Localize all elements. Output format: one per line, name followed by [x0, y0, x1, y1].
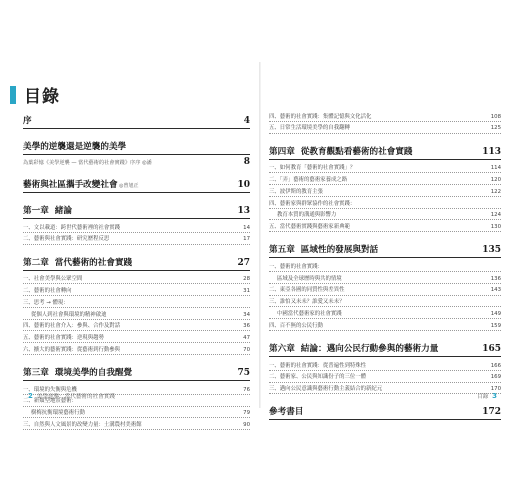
toc-entry-page: 108 — [490, 113, 501, 120]
toc-entry-page: 166 — [490, 362, 501, 369]
chapter-heading — [269, 405, 501, 420]
chapter-page: 172 — [482, 407, 501, 418]
toc-entry-title: 四、藝術的社會介入：參與、合作及對話 — [23, 323, 121, 330]
chapter-page: 27 — [237, 257, 250, 268]
toc-entry-page: 47 — [243, 335, 250, 342]
title-accent-bar — [10, 86, 16, 104]
left-footer — [26, 392, 115, 400]
toc-right — [269, 110, 501, 422]
chapter-page: 13 — [237, 206, 250, 216]
chapter-title: 序 — [23, 116, 32, 126]
toc-entry — [23, 308, 250, 320]
toc-entry-page: 159 — [490, 322, 501, 329]
right-footer — [477, 392, 499, 400]
toc-entry — [269, 359, 501, 371]
chapter-author-note: ◎曾旭正 — [117, 183, 139, 189]
toc-entry-title: 一、環境的失衡與危機 — [23, 386, 77, 393]
toc-entry-title: 區域及全球歷時與共的情境 — [277, 275, 342, 282]
toc-entry — [269, 197, 501, 209]
left-page-number: 2 — [28, 392, 33, 400]
toc-entry-title: 五、藝術的社會實踐：逆現與趨勢 — [23, 335, 104, 342]
toc-entry-title: 教育本質的溝通與影響力 — [277, 212, 337, 219]
toc-entry — [23, 284, 250, 296]
toc-entry-page: 34 — [243, 311, 250, 318]
toc-entry — [269, 260, 501, 272]
chapter-number: 第四章 — [269, 146, 295, 157]
toc-left — [23, 114, 250, 430]
toc-entry-page: 169 — [490, 374, 501, 381]
toc-entry-page: 130 — [490, 224, 501, 231]
toc-entry-title: 一、藝術的社會實踐： — [269, 263, 323, 270]
chapter-heading — [23, 256, 250, 271]
toc-entry — [23, 320, 250, 332]
toc-entry-page: 76 — [243, 386, 250, 393]
right-page-number: 3 — [492, 392, 497, 400]
toc-entry-title: 三、邁向公民意識與藝術行動主義結合的新紀元 — [269, 386, 383, 393]
chapter-page: 165 — [482, 343, 501, 354]
toc-title: 目錄 — [24, 87, 60, 107]
preface-note-page: 8 — [243, 157, 250, 167]
toc-entry-title: 四、藝術家與群眾協作的社會實踐： — [269, 200, 356, 207]
chapter-title: 參考書目 — [269, 407, 304, 418]
chapter-page: 4 — [243, 116, 250, 126]
toc-entry — [23, 233, 250, 245]
toc-entry — [269, 307, 501, 319]
toc-entry-title: 二、「弄」藝術的藝術家養成之路 — [269, 176, 348, 183]
toc-entry-title: 五、日常生活環境美學的自我翻轉 — [269, 125, 350, 132]
toc-entry-page: 90 — [243, 421, 250, 428]
chapter-title: 當代藝術的社會實踐 — [54, 257, 133, 268]
toc-entry — [269, 185, 501, 197]
toc-entry-page: 28 — [243, 276, 250, 283]
chapter-page: 75 — [237, 368, 250, 379]
chapter-title: 美學的逆襲還是逆襲的美學 — [23, 142, 127, 152]
toc-entry — [269, 272, 501, 284]
toc-entry-page: 17 — [243, 236, 250, 243]
chapter-heading — [23, 114, 250, 129]
chapter-number: 第五章 — [269, 245, 295, 256]
chapter-number: 第一章 — [23, 206, 49, 216]
toc-entry-page: 136 — [490, 275, 501, 282]
chapter-heading — [23, 204, 250, 219]
toc-entry-title: 三、自然與人文風景的改變力量：土溝農村美術館 — [23, 421, 142, 428]
chapter-heading — [23, 366, 250, 381]
toc-entry-title: 二、藝術家、公民與知識份子的三位一體 — [269, 374, 367, 381]
left-running-title: 美學逆襲：當代藝術的社會實踐 — [36, 394, 115, 400]
left-page — [10, 62, 260, 428]
preface-note — [23, 157, 250, 167]
toc-entry-title: 樹梅抗衡環境藝術行動 — [31, 410, 85, 417]
right-running-title: 目錄 — [477, 394, 489, 400]
toc-entry-page: 124 — [490, 212, 501, 219]
chapter-title: 從教育觀點看藝術的社會實踐 — [300, 146, 413, 157]
toc-entry — [269, 284, 501, 296]
chapter-heading — [269, 145, 501, 160]
toc-entry — [23, 273, 250, 285]
toc-entry-page: 170 — [490, 386, 501, 393]
toc-entry — [23, 296, 250, 308]
toc-entry — [269, 110, 501, 122]
chapter-heading — [269, 342, 501, 357]
toc-entry — [23, 221, 250, 233]
toc-entry-title: 三、誰怕又未未？誰愛又未未？ — [269, 299, 345, 306]
chapter-page: 113 — [482, 146, 501, 157]
chapter-title: 環境美學的自我醒覺 — [54, 368, 133, 379]
chapter-page: 135 — [482, 245, 501, 256]
toc-entry-title: 四、藝術的社會實踐：集體記憶與文化活化 — [269, 113, 372, 120]
toc-entry-page: 125 — [490, 125, 501, 132]
toc-entry — [269, 296, 501, 308]
chapter-heading — [269, 243, 501, 258]
chapter-number: 第三章 — [23, 368, 49, 379]
toc-entry-title: 從個人到社會與環境的精神啟迪 — [31, 311, 107, 318]
toc-entry — [23, 331, 250, 343]
chapter-page: 10 — [237, 180, 250, 190]
preface-note-text: 為葉彩憶《美學逆襲 — 當代藝術的社會實踐》序序 ◎潘 — [23, 160, 152, 166]
toc-entry-page: 36 — [243, 323, 250, 330]
toc-entry — [269, 220, 501, 232]
toc-entry-title: 六、擴大的藝術實踐：從藝術到行動參與 — [23, 346, 121, 353]
toc-entry-page: 70 — [243, 346, 250, 353]
chapter-title: 緒論 — [54, 206, 72, 216]
toc-entry-title: 三、思考 → 體現： — [23, 299, 69, 306]
chapter-title: 藝術與社區攜手改變社會 ◎曾旭正 — [23, 180, 139, 190]
toc-entry-page: 143 — [490, 287, 501, 294]
toc-entry — [269, 122, 501, 134]
toc-entry-page: 120 — [490, 176, 501, 183]
toc-entry-title: 三、波伊斯的教育主張 — [269, 188, 323, 195]
toc-entry — [269, 383, 501, 395]
toc-entry — [269, 162, 501, 174]
toc-entry-page: 79 — [243, 410, 250, 417]
toc-entry-title: 中國當代藝術家的社會實踐 — [277, 310, 342, 317]
toc-entry-page: 114 — [490, 165, 501, 172]
toc-entry-title: 二、藝術與社會實踐：研究歷程反思 — [23, 236, 110, 243]
toc-entry-title: 二、藝術的社會轉向 — [23, 287, 72, 294]
toc-entry-title: 四、百不無的公民行動 — [269, 322, 323, 329]
toc-entry-page: 122 — [490, 188, 501, 195]
toc-entry-page: 14 — [243, 224, 250, 231]
chapter-title: 結論：邁向公民行動參與的藝術力量 — [300, 343, 439, 354]
toc-entry-title: 一、如何教育「藝術的社會實踐」？ — [269, 165, 356, 172]
chapter-heading — [23, 140, 250, 155]
toc-entry-page: 149 — [490, 310, 501, 317]
toc-entry — [23, 343, 250, 355]
toc-entry-title: 一、藝術的社會實踐：從普遍性到特殊性 — [269, 362, 367, 369]
toc-entry — [23, 418, 250, 430]
toc-entry — [269, 209, 501, 221]
toc-entry-title: 一、社會美學與公眾空間 — [23, 276, 83, 283]
chapter-heading — [23, 178, 250, 193]
chapter-number: 第六章 — [269, 343, 295, 354]
right-page — [261, 62, 511, 418]
toc-entry — [269, 173, 501, 185]
toc-entry-title: 二、東亞各國的同質性與差異性 — [269, 287, 345, 294]
toc-entry-title: 一、文以載道：跨世代藝術裡的社會實踐 — [23, 224, 121, 231]
chapter-title: 區域性的發展與對話 — [300, 245, 379, 256]
toc-entry-title: 二、新類型地景藝術： — [23, 398, 77, 405]
toc-entry-title: 五、當代藝術實踐與藝術家新典範 — [269, 224, 350, 231]
toc-entry — [23, 407, 250, 419]
toc-entry — [269, 371, 501, 383]
toc-title-block — [10, 82, 60, 107]
chapter-number: 第二章 — [23, 257, 49, 268]
toc-entry-page: 31 — [243, 287, 250, 294]
toc-entry — [269, 319, 501, 331]
